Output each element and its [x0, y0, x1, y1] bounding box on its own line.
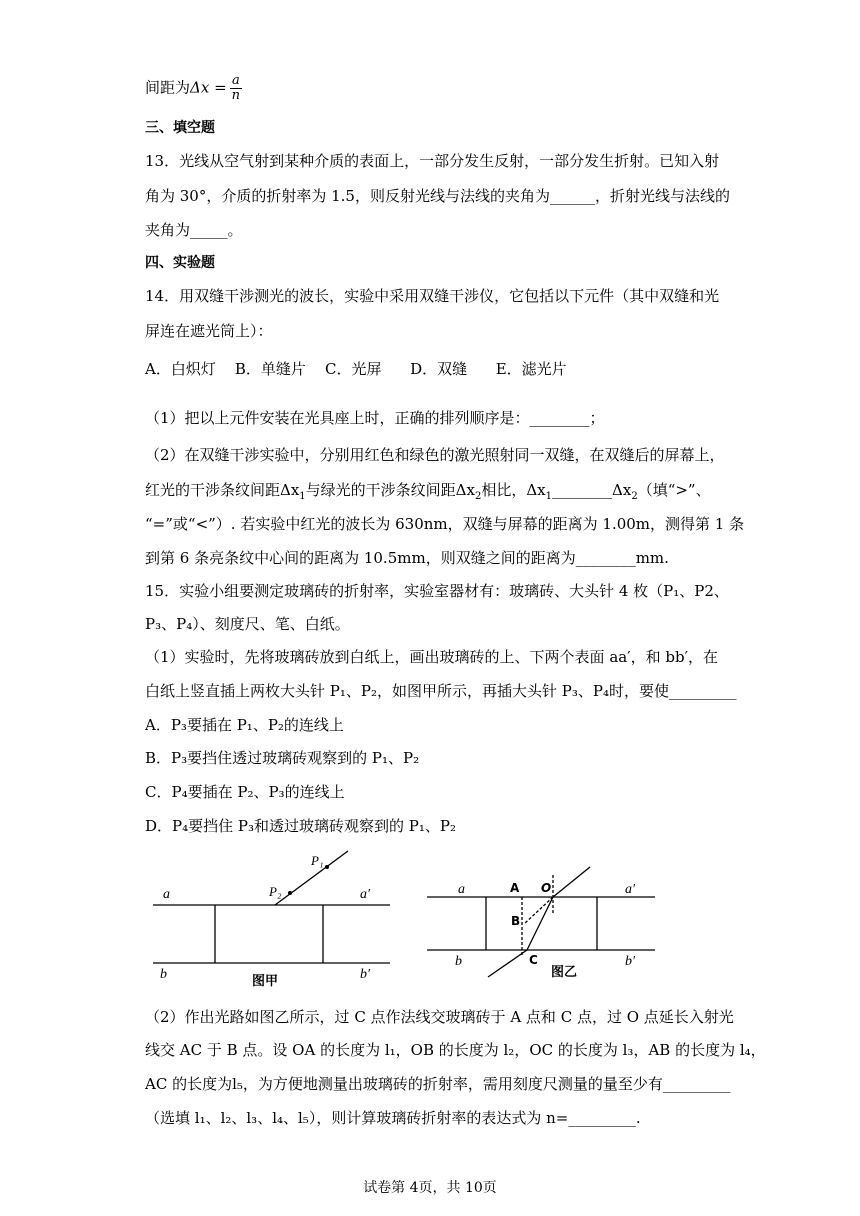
- q15-part2-line2: 线交 AC 于 B 点。设 OA 的长度为 l₁，OB 的长度为 l₂，OC 的长度为 l₃，AB 的长度为 l₄，: [145, 1041, 766, 1059]
- q15-line1: 15．实验小组要测定玻璃砖的折射率，实验室器材有：玻璃砖、大头针 4 枚（P₁、P2、: [145, 582, 729, 600]
- label-a: a: [458, 882, 465, 897]
- page-footer: 试卷第 4页，共 10页: [363, 1180, 497, 1196]
- label-point-o: O: [541, 881, 552, 895]
- caption-jia: 图甲: [252, 974, 279, 989]
- label-a-prime: a′: [360, 887, 371, 902]
- q14-part2-line3: “=”或“<”）. 若实验中红光的波长为 630nm，双缝与屏幕的距离为 1.00m，测得第 1 条: [145, 515, 745, 533]
- q14-part1: （1）把以上元件安装在光具座上时，正确的排列顺序是：________；: [145, 409, 605, 427]
- q14-part2-line4: 到第 6 条亮条纹中心间的距离为 10.5mm，则双缝之间的距离为________mm.: [145, 549, 669, 567]
- incident-ray: [553, 867, 590, 897]
- q15-option-b: B．P₃要挡住透过玻璃砖观察到的 P₁、P₂: [145, 749, 420, 767]
- label-p2: P₂: [269, 884, 282, 899]
- q15-part2-line3: AC 的长度为l₅，为方便地测量出玻璃砖的折射率，需用刻度尺测量的量至少有_________: [145, 1075, 731, 1093]
- label-b-prime: b′: [625, 954, 636, 969]
- q14-part2-line1: （2）在双缝干涉实验中，分别用红色和绿色的激光照射同一双缝，在双缝后的屏幕上，: [145, 446, 725, 464]
- label-p1: P₁: [311, 853, 324, 868]
- q15-part1-line2: 白纸上竖直插上两枚大头针 P₁、P₂，如图甲所示，再插大头针 P₃、P₄时，要使_________: [145, 682, 737, 700]
- q15-part2-line4: （选填 l₁、l₂、l₃、l₄、l₅），则计算玻璃砖折射率的表达式为 n=_________.: [145, 1109, 641, 1127]
- label-a-prime: a′: [625, 882, 636, 897]
- extended-ray-ob: [524, 897, 553, 924]
- caption-yi: 图乙: [551, 965, 578, 980]
- section-heading-experiment: 四、实验题: [145, 255, 215, 271]
- q15-option-d: D．P₄要挡住 P₃和透过玻璃砖观察到的 P₁、P₂: [145, 817, 456, 835]
- q14-options: A．白炽灯 B．单缝片 C．光屏 D．双缝 E．滤光片: [145, 360, 567, 378]
- q14-line2: 屏连在遮光筒上）：: [145, 322, 273, 340]
- figure-jia: [153, 851, 390, 963]
- q14-part2-line2: 红光的干涉条纹间距$\Delta x_1$与绿光的干涉条纹间距$\Delta x_2$相比，$\Delta x_1\_\_\_\_\_\_\_\_\Delta x_2$（填“>”、: [145, 481, 711, 502]
- q14-line1: 14．用双缝干涉测光的波长，实验中采用双缝干涉仪，它包括以下元件（其中双缝和光: [145, 287, 720, 305]
- label-b-prime: b′: [360, 967, 371, 982]
- spacing-formula: 间距为Δx = $\frac{a}{n}$: [145, 73, 241, 103]
- emergent-ray: [488, 950, 527, 977]
- q15-line2: P₃、P₄）、刻度尺、笔、白纸。: [145, 615, 350, 633]
- pin-p1-dot: [325, 865, 329, 869]
- q15-option-a: A．P₃要插在 P₁、P₂的连线上: [145, 716, 344, 734]
- label-b: b: [455, 954, 462, 969]
- q15-part1-line1: （1）实验时，先将玻璃砖放到白纸上，画出玻璃砖的上、下两个表面 aa′，和 bb′，在: [145, 648, 718, 666]
- figures: [0, 845, 860, 995]
- section-heading-fill-in: 三、填空题: [145, 120, 215, 136]
- label-point-a: A: [510, 881, 520, 895]
- q13-line2: 角为 30°，介质的折射率为 1.5，则反射光线与法线的夹角为______，折射光线与法线的: [145, 187, 730, 205]
- q15-part2-line1: （2）作出光路如图乙所示，过 C 点作法线交玻璃砖于 A 点和 C 点，过 O 点延长入射光: [145, 1008, 734, 1026]
- label-point-c: C: [529, 953, 538, 967]
- pin-p2-dot: [288, 891, 292, 895]
- fraction: $\frac{a}{n}$: [231, 73, 241, 103]
- q15-option-c: C．P₄要插在 P₂、P₃的连线上: [145, 783, 345, 801]
- refracted-ray: [527, 897, 553, 950]
- label-b: b: [160, 967, 167, 982]
- label-point-b: B: [511, 914, 521, 928]
- q13-line3: 夹角为_____。: [145, 221, 243, 239]
- q13-line1: 13．光线从空气射到某种介质的表面上，一部分发生反射，一部分发生折射。已知入射: [145, 152, 720, 170]
- label-a: a: [163, 887, 170, 902]
